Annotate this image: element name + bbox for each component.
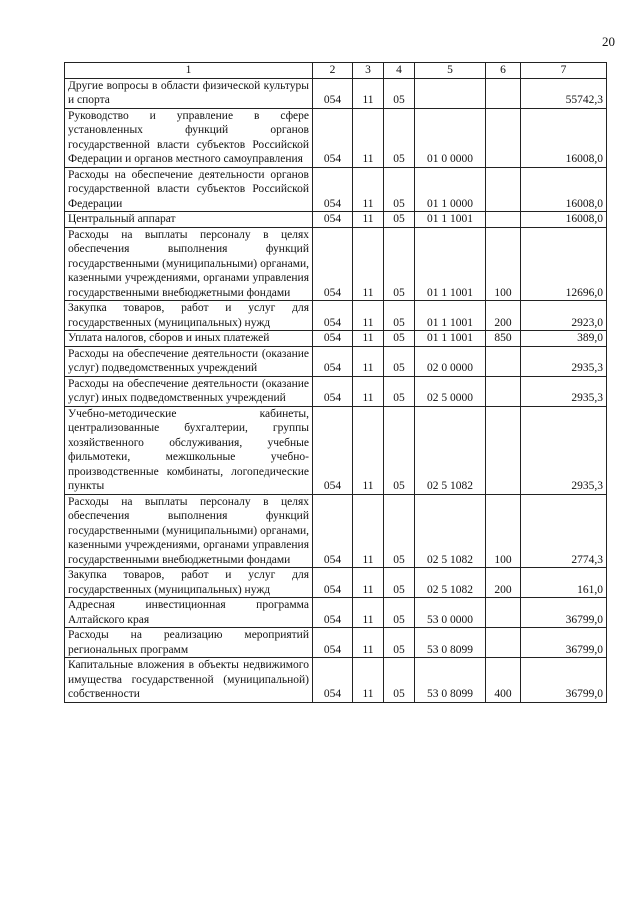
expense-type-cell: 400 (486, 658, 521, 703)
code-cell: 054 (313, 376, 353, 406)
subsection-cell: 05 (384, 628, 415, 658)
row-name-cell: Уплата налогов, сборов и иных платежей (65, 331, 313, 347)
header-cell: 2 (313, 63, 353, 79)
code-cell: 054 (313, 598, 353, 628)
section-cell: 11 (353, 78, 384, 108)
section-cell: 11 (353, 598, 384, 628)
table-row (65, 212, 607, 228)
row-name-cell: Учебно-методические кабинеты, централизованные бухгалтерии, группы хозяйственного обслуживания, учебные фильмотеки, межшкольные учебно-производственные комбинаты, логопедические пункты (65, 406, 313, 494)
amount-cell: 36799,0 (521, 658, 607, 703)
code-cell: 054 (313, 331, 353, 347)
code-cell: 054 (313, 108, 353, 167)
expense-type-cell (486, 108, 521, 167)
amount-cell: 2935,3 (521, 376, 607, 406)
amount-cell: 16008,0 (521, 108, 607, 167)
code-cell: 054 (313, 406, 353, 494)
section-cell: 11 (353, 346, 384, 376)
subsection-cell: 05 (384, 78, 415, 108)
amount-cell: 2935,3 (521, 346, 607, 376)
amount-cell: 2774,3 (521, 494, 607, 568)
table-row (65, 167, 607, 212)
table-row (65, 628, 607, 658)
section-cell: 11 (353, 227, 384, 301)
target-article-cell: 01 1 1001 (415, 212, 486, 228)
code-cell: 054 (313, 628, 353, 658)
row-name-cell: Расходы на обеспечение деятельности органов государственной власти субъектов Российской Федерации (65, 167, 313, 212)
expense-type-cell (486, 167, 521, 212)
row-name-cell: Расходы на реализацию мероприятий региональных программ (65, 628, 313, 658)
subsection-cell: 05 (384, 658, 415, 703)
subsection-cell: 05 (384, 494, 415, 568)
target-article-cell: 02 0 0000 (415, 346, 486, 376)
amount-cell: 16008,0 (521, 167, 607, 212)
subsection-cell: 05 (384, 331, 415, 347)
code-cell: 054 (313, 568, 353, 598)
table-row (65, 346, 607, 376)
row-name-cell: Расходы на выплаты персоналу в целях обеспечения выполнения функций государственными (муниципальными) органами, казенными учреждениями, органами управления государственными внебюджетными фондами (65, 494, 313, 568)
section-cell: 11 (353, 212, 384, 228)
header-cell: 4 (384, 63, 415, 79)
code-cell: 054 (313, 227, 353, 301)
expense-type-cell (486, 628, 521, 658)
code-cell: 054 (313, 494, 353, 568)
expense-type-cell: 850 (486, 331, 521, 347)
table-row (65, 78, 607, 108)
header-cell: 6 (486, 63, 521, 79)
expense-type-cell (486, 406, 521, 494)
subsection-cell: 05 (384, 406, 415, 494)
table-row (65, 108, 607, 167)
table-row (65, 227, 607, 301)
row-name-cell: Расходы на выплаты персоналу в целях обеспечения выполнения функций государственными (муниципальными) органами, казенными учреждениями, органами управления государственными внебюджетными фондами (65, 227, 313, 301)
subsection-cell: 05 (384, 108, 415, 167)
subsection-cell: 05 (384, 346, 415, 376)
section-cell: 11 (353, 658, 384, 703)
target-article-cell: 01 1 1001 (415, 331, 486, 347)
section-cell: 11 (353, 331, 384, 347)
table-row (65, 406, 607, 494)
amount-cell: 161,0 (521, 568, 607, 598)
row-name-cell: Другие вопросы в области физической культуры и спорта (65, 78, 313, 108)
target-article-cell: 01 1 1001 (415, 227, 486, 301)
expense-type-cell (486, 212, 521, 228)
target-article-cell: 53 0 8099 (415, 628, 486, 658)
code-cell: 054 (313, 658, 353, 703)
header-cell: 7 (521, 63, 607, 79)
row-name-cell: Центральный аппарат (65, 212, 313, 228)
section-cell: 11 (353, 494, 384, 568)
table-header-row (65, 63, 607, 79)
code-cell: 054 (313, 167, 353, 212)
row-name-cell: Адресная инвестиционная программа Алтайского края (65, 598, 313, 628)
target-article-cell: 53 0 8099 (415, 658, 486, 703)
table-row (65, 301, 607, 331)
table-row (65, 494, 607, 568)
subsection-cell: 05 (384, 598, 415, 628)
expense-type-cell: 100 (486, 227, 521, 301)
section-cell: 11 (353, 628, 384, 658)
expense-type-cell: 100 (486, 494, 521, 568)
subsection-cell: 05 (384, 227, 415, 301)
target-article-cell: 02 5 1082 (415, 406, 486, 494)
section-cell: 11 (353, 376, 384, 406)
subsection-cell: 05 (384, 167, 415, 212)
row-name-cell: Расходы на обеспечение деятельности (оказание услуг) подведомственных учреждений (65, 346, 313, 376)
target-article-cell: 01 1 0000 (415, 167, 486, 212)
expense-type-cell (486, 346, 521, 376)
code-cell: 054 (313, 301, 353, 331)
table-row (65, 331, 607, 347)
target-article-cell: 02 5 1082 (415, 568, 486, 598)
budget-table (64, 62, 607, 703)
code-cell: 054 (313, 212, 353, 228)
target-article-cell: 53 0 0000 (415, 598, 486, 628)
section-cell: 11 (353, 301, 384, 331)
header-cell: 3 (353, 63, 384, 79)
row-name-cell: Расходы на обеспечение деятельности (оказание услуг) иных подведомственных учреждений (65, 376, 313, 406)
amount-cell: 389,0 (521, 331, 607, 347)
row-name-cell: Руководство и управление в сфере установленных функций органов государственной власти субъектов Российской Федерации и органов местного самоуправления (65, 108, 313, 167)
page-number: 20 (602, 34, 615, 49)
code-cell: 054 (313, 346, 353, 376)
section-cell: 11 (353, 406, 384, 494)
amount-cell: 2935,3 (521, 406, 607, 494)
subsection-cell: 05 (384, 568, 415, 598)
code-cell: 054 (313, 78, 353, 108)
subsection-cell: 05 (384, 376, 415, 406)
table-row (65, 376, 607, 406)
table-row (65, 568, 607, 598)
target-article-cell: 02 5 0000 (415, 376, 486, 406)
table-row (65, 658, 607, 703)
subsection-cell: 05 (384, 301, 415, 331)
expense-type-cell (486, 78, 521, 108)
expense-type-cell (486, 376, 521, 406)
target-article-cell (415, 78, 486, 108)
amount-cell: 12696,0 (521, 227, 607, 301)
target-article-cell: 01 1 1001 (415, 301, 486, 331)
amount-cell: 2923,0 (521, 301, 607, 331)
row-name-cell: Капитальные вложения в объекты недвижимого имущества государственной (муниципальной) собственности (65, 658, 313, 703)
subsection-cell: 05 (384, 212, 415, 228)
section-cell: 11 (353, 568, 384, 598)
header-cell: 1 (65, 63, 313, 79)
row-name-cell: Закупка товаров, работ и услуг для государственных (муниципальных) нужд (65, 568, 313, 598)
target-article-cell: 01 0 0000 (415, 108, 486, 167)
row-name-cell: Закупка товаров, работ и услуг для государственных (муниципальных) нужд (65, 301, 313, 331)
expense-type-cell: 200 (486, 568, 521, 598)
amount-cell: 36799,0 (521, 628, 607, 658)
header-cell: 5 (415, 63, 486, 79)
amount-cell: 36799,0 (521, 598, 607, 628)
expense-type-cell (486, 598, 521, 628)
amount-cell: 16008,0 (521, 212, 607, 228)
target-article-cell: 02 5 1082 (415, 494, 486, 568)
table-row (65, 598, 607, 628)
section-cell: 11 (353, 167, 384, 212)
section-cell: 11 (353, 108, 384, 167)
amount-cell: 55742,3 (521, 78, 607, 108)
expense-type-cell: 200 (486, 301, 521, 331)
